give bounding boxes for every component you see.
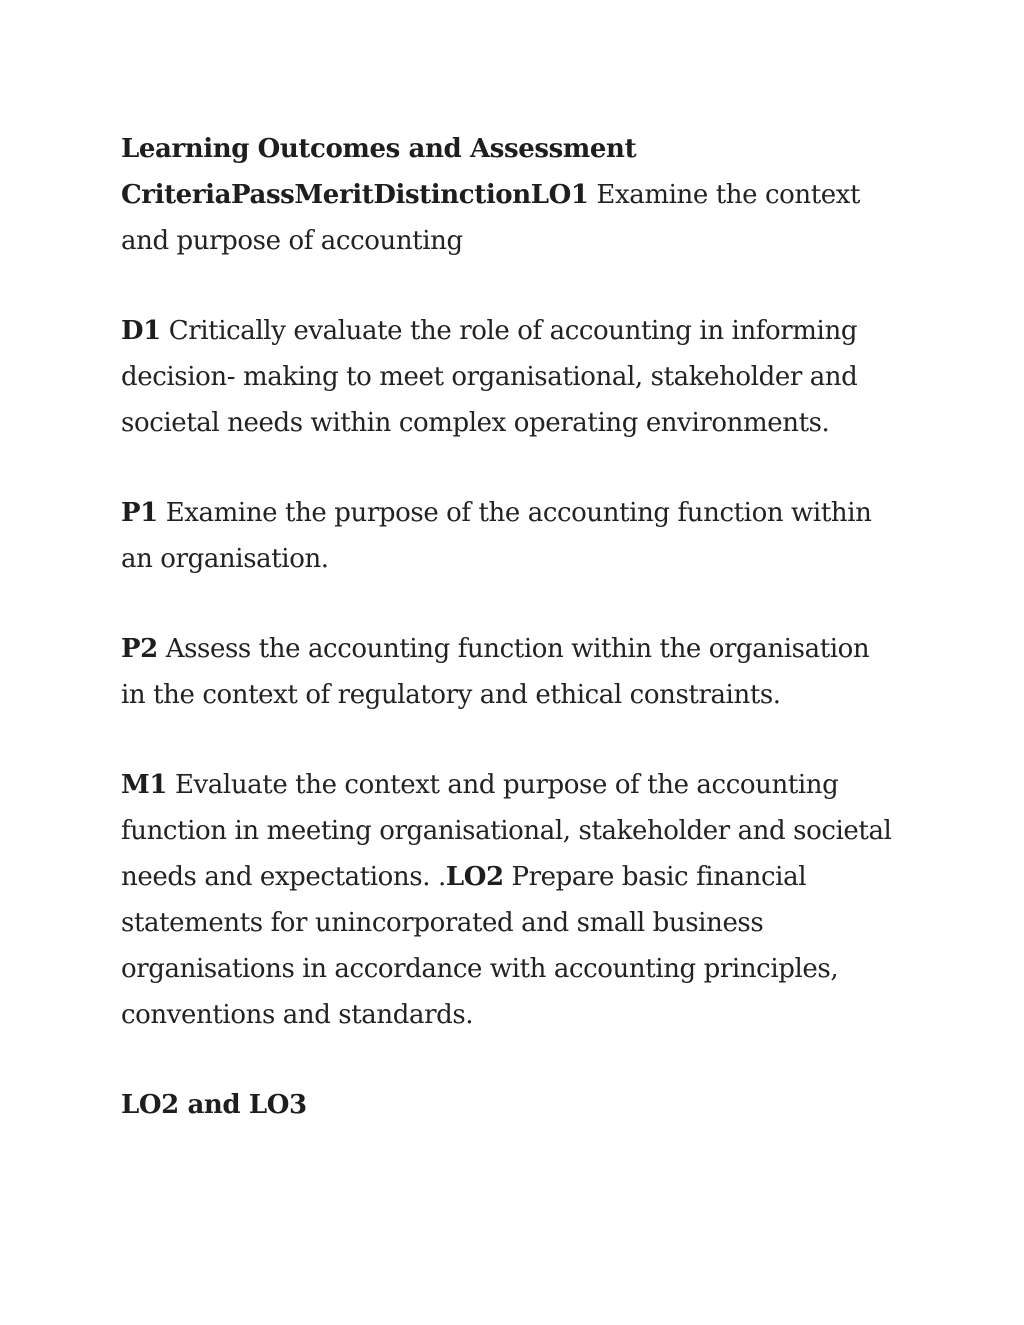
paragraph-lo2-lo3 <box>121 1082 896 1128</box>
document-page <box>121 126 896 1128</box>
criterion-code-d1: D1 <box>121 316 161 346</box>
learning-outcome-text-lo2: Prepare basic financial statements for unincorporated and small business organisations in accordance with accounting principles, conventions and standards. <box>121 862 839 1030</box>
paragraph-m1 <box>121 762 896 1038</box>
paragraph-learning-outcomes <box>121 126 896 264</box>
criterion-text-p1: Examine the purpose of the accounting function within an organisation. <box>121 498 872 574</box>
section-heading-lo2-lo3: LO2 and LO3 <box>121 1090 307 1120</box>
criterion-code-p2: P2 <box>121 634 158 664</box>
learning-outcome-code-lo2: LO2 <box>445 862 504 892</box>
paragraph-d1 <box>121 308 896 446</box>
paragraph-text: Examine the context and purpose of accounting <box>121 180 861 256</box>
criterion-code-m1: M1 <box>121 770 168 800</box>
criterion-text-p2: Assess the accounting function within the organisation in the context of regulatory and ethical constraints. <box>121 634 870 710</box>
criterion-text-d1: Critically evaluate the role of accounting in informing decision- making to meet organisational, stakeholder and societal needs within complex operating environments. <box>121 316 858 438</box>
paragraph-p1 <box>121 490 896 582</box>
criterion-code-p1: P1 <box>121 498 158 528</box>
heading-bold-text: Learning Outcomes and Assessment CriteriaPassMeritDistinctionLO1 <box>121 134 637 210</box>
criterion-text-m1: Evaluate the context and purpose of the accounting function in meeting organisational, stakeholder and societal needs and expectations. . <box>121 770 892 892</box>
paragraph-p2 <box>121 626 896 718</box>
